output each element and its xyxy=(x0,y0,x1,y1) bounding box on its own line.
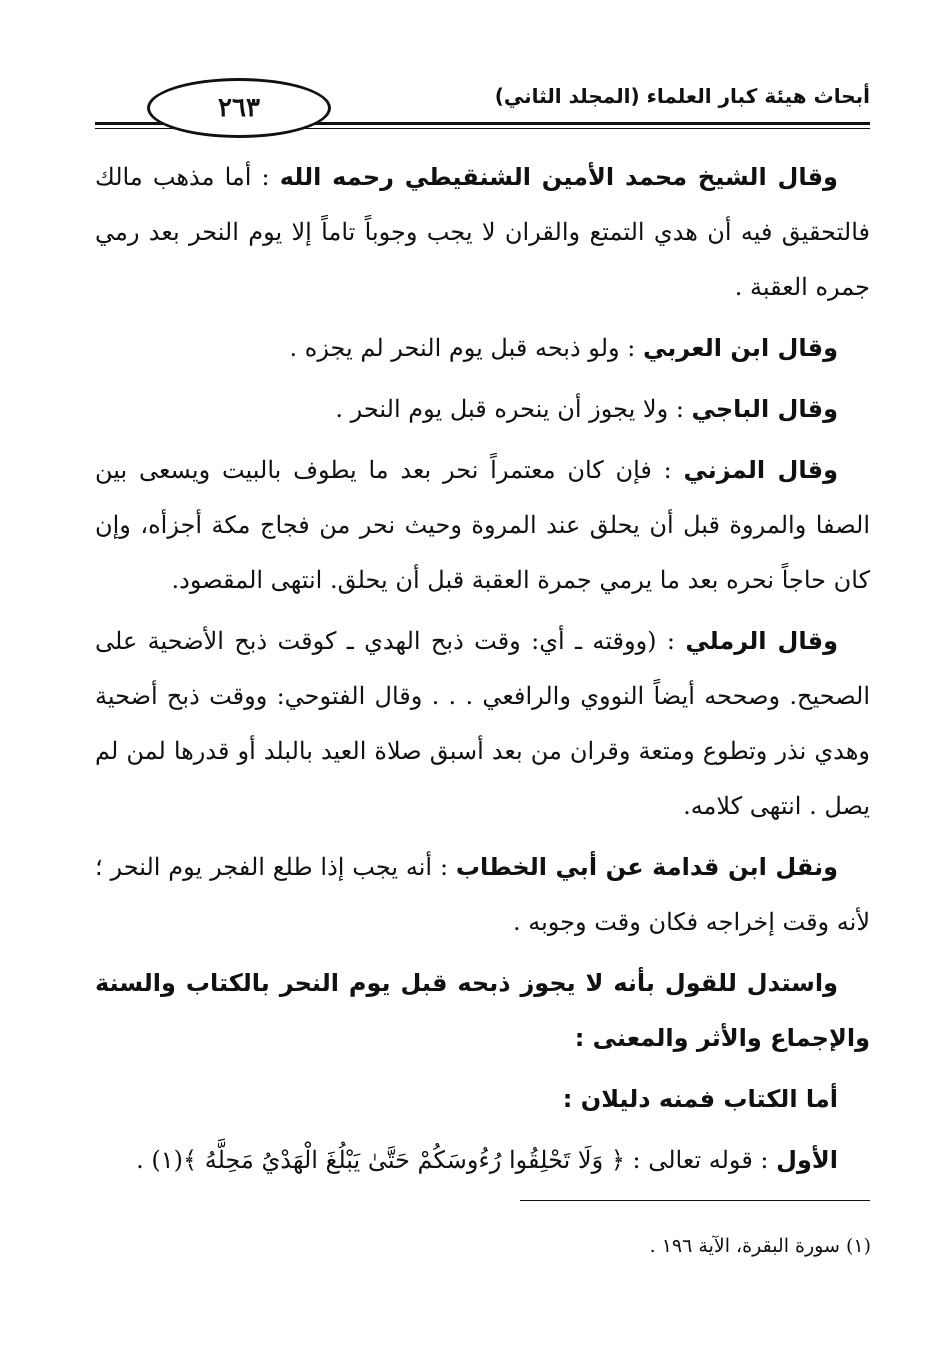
paragraph-text: : (ووقته ـ أي: وقت ذبح الهدي ـ كوقت ذبح الأضحية على الصحيح. وصححه أيضاً النووي والرافعي . . . وقال الفتوحي: ووقت ذبح أضحية وهدي نذر وتطوع ومتعة وقران من بعد أسبق صلاة العيد بالبلد أو قدرها لمن لم يصل . انتهى كلامه. xyxy=(95,627,870,820)
paragraph-lead: وقال ابن العربي xyxy=(642,334,838,362)
paragraph-text: : ولو ذبحه قبل يوم النحر لم يجزه . xyxy=(289,334,636,362)
footnote-divider xyxy=(520,1200,870,1201)
paragraph-lead: واستدل للقول بأنه لا يجوز ذبحه قبل يوم النحر بالكتاب والسنة والإجماع والأثر والمعنى : xyxy=(95,969,870,1052)
footnote: (١) سورة البقرة، الآية ١٩٦ . xyxy=(649,1235,871,1257)
paragraph-lead: وقال المزني xyxy=(683,456,839,484)
page-body xyxy=(95,150,870,1194)
paragraph xyxy=(95,1072,870,1127)
paragraph-text: : ولا يجوز أن ينحره قبل يوم النحر . xyxy=(335,395,684,423)
paragraph xyxy=(95,840,870,950)
paragraph xyxy=(95,321,870,376)
paragraph-lead: وقال الباجي xyxy=(691,395,838,423)
paragraph-lead: وقال الشيخ محمد الأمين الشنقيطي رحمه الله xyxy=(279,163,838,191)
paragraph-text: : فإن كان معتمراً نحر بعد ما يطوف بالبيت ويسعى بين الصفا والمروة قبل أن يحلق عند المروة وحيث نحر من فجاج مكة أجزأه، وإن كان حاجاً نحره بعد ما يرمي جمرة العقبة قبل أن يحلق. انتهى المقصود. xyxy=(95,456,870,594)
paragraph-lead: ونقل ابن قدامة عن أبي الخطاب xyxy=(455,853,839,881)
paragraph xyxy=(95,614,870,834)
page-header xyxy=(95,70,870,140)
running-title: أبحاث هيئة كبار العلماء (المجلد الثاني) xyxy=(494,84,870,108)
paragraph xyxy=(95,443,870,608)
paragraph-text: : أما مذهب مالك فالتحقيق فيه أن هدي التمتع والقران لا يجب وجوباً تاماً إلا يوم النحر بعد رمي جمره العقبة . xyxy=(95,163,870,301)
paragraph xyxy=(95,956,870,1066)
paragraph-text: : قوله تعالى : ﴿ وَلَا تَحْلِقُوا رُءُوسَكُمْ حَتَّىٰ يَبْلُغَ الْهَدْيُ مَحِلَّهُ ﴾(١) . xyxy=(136,1146,769,1174)
page-number: ٢٦٣ xyxy=(147,78,331,138)
paragraph xyxy=(95,382,870,437)
paragraph xyxy=(95,150,870,315)
paragraph-lead: وقال الرملي xyxy=(685,627,838,655)
paragraph-text: : أنه يجب إذا طلع الفجر يوم النحر ؛ لأنه وقت إخراجه فكان وقت وجوبه . xyxy=(95,853,870,936)
paragraph-lead: أما الكتاب فمنه دليلان : xyxy=(562,1085,838,1113)
paragraph xyxy=(95,1133,870,1188)
paragraph-lead: الأول xyxy=(776,1146,838,1174)
